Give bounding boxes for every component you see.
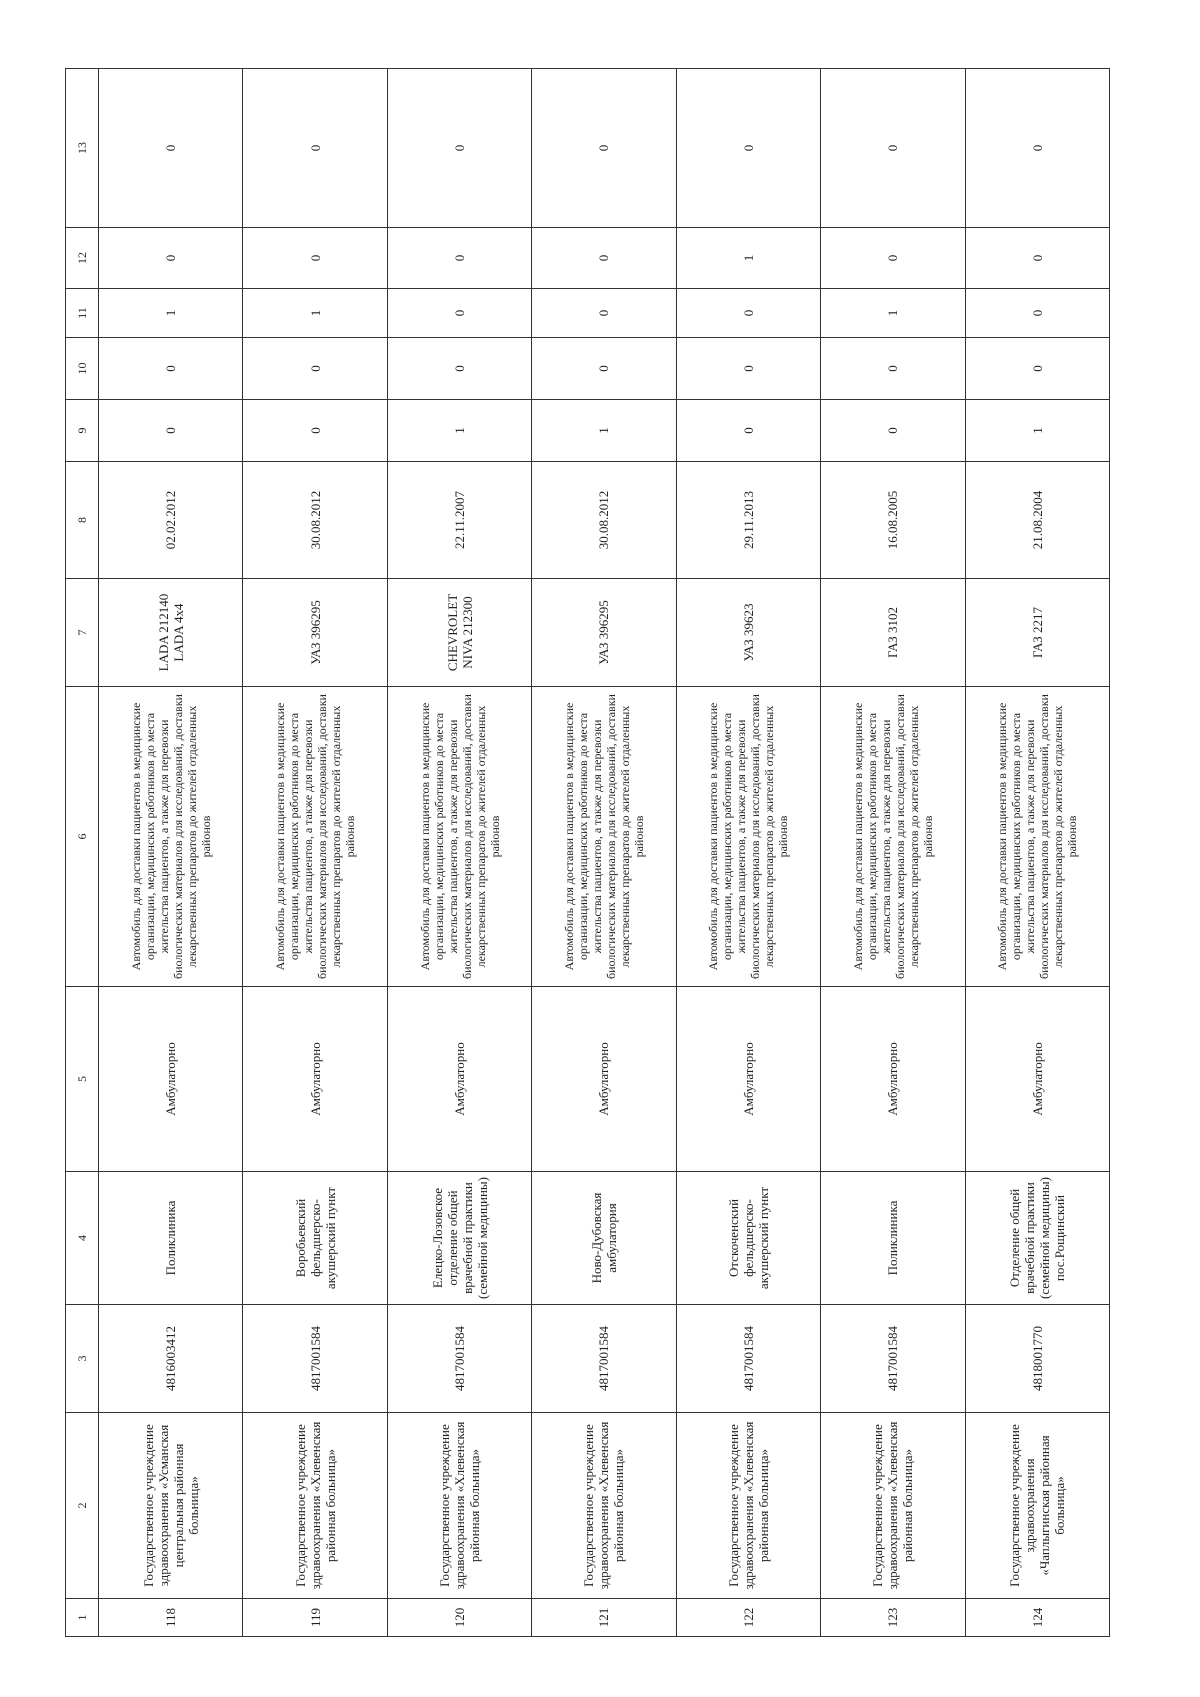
vehicle-purpose: Автомобиль для доставки пациентов в медицинские организации, медицинских работников до места жительства пациентов, а также для перевозки биологических материалов для исследований, доставки лекарственных препаратов до жителей отдаленных районов [99, 687, 243, 987]
column-index: 1 [66, 1599, 99, 1637]
value-col-11: 0 [965, 289, 1109, 338]
column-index: 9 [66, 400, 99, 462]
value-col-9: 0 [99, 400, 243, 462]
vehicle-model: УАЗ 396295 [243, 579, 387, 687]
department-name: Поликлиника [821, 1172, 965, 1305]
document-sheet [65, 69, 1110, 1637]
acquisition-date: 16.08.2005 [821, 462, 965, 579]
acquisition-date: 30.08.2012 [243, 462, 387, 579]
value-col-10: 0 [243, 338, 387, 400]
organization-name: Государственное учреждение здравоохранения «Хлевенская районная больница» [821, 1413, 965, 1599]
acquisition-date: 21.08.2004 [965, 462, 1109, 579]
department-name: Отделение общей врачебной практики (семейной медицины) пос.Рощинский [965, 1172, 1109, 1305]
column-index: 11 [66, 289, 99, 338]
care-mode: Амбулаторно [387, 987, 531, 1172]
value-col-12: 0 [243, 228, 387, 289]
vehicles-table [65, 68, 1110, 1637]
vehicle-model: ГАЗ 3102 [821, 579, 965, 687]
row-number: 123 [821, 1599, 965, 1637]
value-col-11: 1 [99, 289, 243, 338]
department-name: Воробьевский фельдшерско-акушерский пункт [243, 1172, 387, 1305]
vehicle-model: УАЗ 396295 [532, 579, 676, 687]
value-col-10: 0 [387, 338, 531, 400]
value-col-12: 0 [821, 228, 965, 289]
value-col-11: 1 [821, 289, 965, 338]
value-col-9: 0 [676, 400, 820, 462]
care-mode: Амбулаторно [676, 987, 820, 1172]
value-col-9: 1 [387, 400, 531, 462]
column-index: 10 [66, 338, 99, 400]
value-col-10: 0 [99, 338, 243, 400]
value-col-13: 0 [387, 69, 531, 228]
table-row [243, 69, 387, 1637]
value-col-12: 0 [532, 228, 676, 289]
row-number: 120 [387, 1599, 531, 1637]
vehicle-purpose: Автомобиль для доставки пациентов в медицинские организации, медицинских работников до места жительства пациентов, а также для перевозки биологических материалов для исследований, доставки лекарственных препаратов до жителей отдаленных районов [821, 687, 965, 987]
care-mode: Амбулаторно [821, 987, 965, 1172]
value-col-9: 1 [965, 400, 1109, 462]
value-col-13: 0 [532, 69, 676, 228]
organization-name: Государственное учреждение здравоохранения «Усманская центральная районная больница» [99, 1413, 243, 1599]
column-index: 6 [66, 687, 99, 987]
acquisition-date: 02.02.2012 [99, 462, 243, 579]
care-mode: Амбулаторно [965, 987, 1109, 1172]
organization-name: Государственное учреждение здравоохранения «Хлевенская районная больница» [532, 1413, 676, 1599]
value-col-11: 1 [243, 289, 387, 338]
vehicle-purpose: Автомобиль для доставки пациентов в медицинские организации, медицинских работников до места жительства пациентов, а также для перевозки биологических материалов для исследований, доставки лекарственных препаратов до жителей отдаленных районов [387, 687, 531, 987]
inn-code: 4817001584 [243, 1305, 387, 1413]
organization-name: Государственное учреждение здравоохранения «Хлевенская районная больница» [676, 1413, 820, 1599]
column-index: 4 [66, 1172, 99, 1305]
vehicle-purpose: Автомобиль для доставки пациентов в медицинские организации, медицинских работников до места жительства пациентов, а также для перевозки биологических материалов для исследований, доставки лекарственных препаратов до жителей отдаленных районов [676, 687, 820, 987]
value-col-10: 0 [676, 338, 820, 400]
table-row [532, 69, 676, 1637]
value-col-10: 0 [965, 338, 1109, 400]
department-name: Поликлиника [99, 1172, 243, 1305]
value-col-13: 0 [821, 69, 965, 228]
acquisition-date: 30.08.2012 [532, 462, 676, 579]
acquisition-date: 22.11.2007 [387, 462, 531, 579]
vehicle-purpose: Автомобиль для доставки пациентов в медицинские организации, медицинских работников до места жительства пациентов, а также для перевозки биологических материалов для исследований, доставки лекарственных препаратов до жителей отдаленных районов [243, 687, 387, 987]
inn-code: 4817001584 [676, 1305, 820, 1413]
row-number: 122 [676, 1599, 820, 1637]
value-col-11: 0 [676, 289, 820, 338]
value-col-9: 0 [821, 400, 965, 462]
table-row [965, 69, 1109, 1637]
table-row [99, 69, 243, 1637]
organization-name: Государственное учреждение здравоохранения «Чаплыгинская районная больница» [965, 1413, 1109, 1599]
value-col-10: 0 [532, 338, 676, 400]
care-mode: Амбулаторно [532, 987, 676, 1172]
department-name: Отскоченский фельдшерско-акушерский пункт [676, 1172, 820, 1305]
row-number: 121 [532, 1599, 676, 1637]
inn-code: 4816003412 [99, 1305, 243, 1413]
inn-code: 4817001584 [532, 1305, 676, 1413]
column-index: 13 [66, 69, 99, 228]
value-col-12: 0 [99, 228, 243, 289]
table-row [821, 69, 965, 1637]
vehicle-model: ГАЗ 2217 [965, 579, 1109, 687]
department-name: Ново-Дубовская амбулатория [532, 1172, 676, 1305]
value-col-13: 0 [243, 69, 387, 228]
column-index: 2 [66, 1413, 99, 1599]
value-col-12: 1 [676, 228, 820, 289]
vehicle-model: УАЗ 39623 [676, 579, 820, 687]
column-index: 8 [66, 462, 99, 579]
department-name: Елецко-Лозовское отделение общей врачебной практики (семейной медицины) [387, 1172, 531, 1305]
acquisition-date: 29.11.2013 [676, 462, 820, 579]
table-row [676, 69, 820, 1637]
column-index: 7 [66, 579, 99, 687]
value-col-10: 0 [821, 338, 965, 400]
column-index: 12 [66, 228, 99, 289]
value-col-9: 0 [243, 400, 387, 462]
inn-code: 4818001770 [965, 1305, 1109, 1413]
vehicle-purpose: Автомобиль для доставки пациентов в медицинские организации, медицинских работников до места жительства пациентов, а также для перевозки биологических материалов для исследований, доставки лекарственных препаратов до жителей отдаленных районов [965, 687, 1109, 987]
vehicle-model: CHEVROLET NIVA 212300 [387, 579, 531, 687]
value-col-13: 0 [965, 69, 1109, 228]
organization-name: Государственное учреждение здравоохранения «Хлевенская районная больница» [243, 1413, 387, 1599]
column-index: 3 [66, 1305, 99, 1413]
value-col-12: 0 [387, 228, 531, 289]
value-col-13: 0 [676, 69, 820, 228]
row-number: 118 [99, 1599, 243, 1637]
value-col-11: 0 [387, 289, 531, 338]
value-col-13: 0 [99, 69, 243, 228]
header-row [66, 69, 99, 1637]
value-col-9: 1 [532, 400, 676, 462]
row-number: 119 [243, 1599, 387, 1637]
row-number: 124 [965, 1599, 1109, 1637]
care-mode: Амбулаторно [99, 987, 243, 1172]
inn-code: 4817001584 [387, 1305, 531, 1413]
column-index: 5 [66, 987, 99, 1172]
table-row [387, 69, 531, 1637]
organization-name: Государственное учреждение здравоохранения «Хлевенская районная больница» [387, 1413, 531, 1599]
value-col-11: 0 [532, 289, 676, 338]
value-col-12: 0 [965, 228, 1109, 289]
vehicle-purpose: Автомобиль для доставки пациентов в медицинские организации, медицинских работников до места жительства пациентов, а также для перевозки биологических материалов для исследований, доставки лекарственных препаратов до жителей отдаленных районов [532, 687, 676, 987]
vehicle-model: LADA 212140 LADA 4x4 [99, 579, 243, 687]
care-mode: Амбулаторно [243, 987, 387, 1172]
inn-code: 4817001584 [821, 1305, 965, 1413]
